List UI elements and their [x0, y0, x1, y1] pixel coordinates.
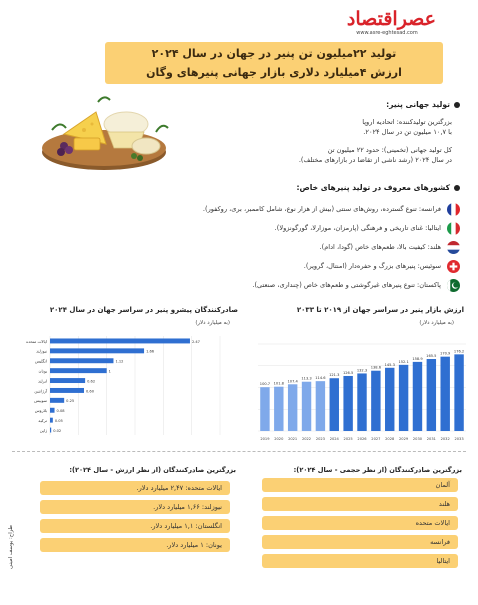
bar: [371, 371, 380, 431]
bar: [50, 398, 64, 403]
total-production: [192, 145, 452, 165]
data-label: 0.25: [66, 399, 75, 404]
y-tick-label: ژاپن: [39, 427, 47, 433]
data-label: 121.3: [329, 373, 340, 378]
largest-producer: [192, 117, 452, 137]
x-tick-label: 2028: [385, 437, 395, 441]
exporters-value-heading: بزرگترین صادرکنندگان (از نظر ارزش - سال ۲۰۲۴):: [69, 466, 236, 474]
data-label: 1: [108, 369, 111, 374]
section-divider: [12, 451, 466, 452]
list-item: [20, 219, 460, 238]
bar: [330, 378, 339, 431]
country-text: سوئیس: پنیرهای بزرگ و حفره‌دار (امنتال، گرویر).: [303, 262, 441, 270]
switzerland-flag-icon: [447, 260, 460, 273]
data-label: 0.02: [53, 428, 62, 433]
y-tick-label: یونان: [38, 368, 47, 374]
x-tick-label: 2019: [260, 437, 270, 441]
bar: [274, 387, 283, 431]
market-chart-unit: (به میلیارد دلار): [419, 320, 454, 326]
data-label: 152.1: [398, 359, 409, 364]
designer-credit: [5, 520, 17, 580]
data-label: 0.08: [56, 409, 65, 414]
x-tick-label: 2020: [274, 437, 284, 441]
list-item: آلمان: [262, 478, 458, 492]
bar: [260, 387, 269, 431]
largest-producer-label: بزرگترین تولیدکننده: اتحادیه اروپا: [362, 118, 452, 126]
cheese-board-illustration: [34, 72, 174, 182]
data-label: 1.66: [146, 349, 155, 354]
bar: [302, 382, 311, 431]
bar: [50, 368, 107, 373]
list-item: [20, 238, 460, 257]
x-tick-label: 2031: [426, 437, 436, 441]
list-item: ایالات متحده: [262, 516, 458, 530]
x-tick-label: 2030: [412, 437, 423, 441]
bar: [316, 381, 325, 431]
bar: [50, 388, 84, 393]
data-label: 145.3: [384, 362, 395, 367]
italy-flag-icon: [447, 222, 460, 235]
y-tick-label: سوییس: [34, 398, 47, 404]
title-line-1: تولید ۲۲میلیون تن پنیر در جهان در سال ۲۰۲۴: [151, 47, 397, 60]
bar: [50, 418, 53, 423]
x-tick-label: 2027: [371, 437, 381, 441]
market-chart-title: ارزش بازار پنیر در سراسر جهان از ۲۰۱۹ تا ۲۰۳۳: [296, 306, 464, 314]
pakistan-flag-icon: [447, 279, 460, 292]
bullet-dot-icon: [454, 185, 460, 191]
list-item: [20, 257, 460, 276]
bar: [50, 408, 55, 413]
x-tick-label: 2029: [399, 437, 409, 441]
bar: [50, 428, 51, 433]
bar: [357, 373, 366, 431]
bar: [50, 348, 144, 353]
list-item: هلند: [262, 497, 458, 511]
production-section: [192, 99, 460, 165]
total-production-note: در سال ۲۰۲۴ (رشد ناشی از تقاضا در بازارهای مختلف).: [298, 156, 452, 164]
designer-credit-text: طراح: یوسف امینی: [8, 525, 14, 569]
bar: [385, 368, 394, 431]
data-label: 113.3: [301, 376, 312, 381]
exporters-volume-heading: بزرگترین صادرکنندگان (از نظر حجمی - سال ۲۰۲۴):: [293, 466, 462, 474]
list-item: [20, 200, 460, 219]
x-tick-label: 2022: [301, 437, 312, 441]
y-tick-label: آرژانتین: [34, 388, 47, 394]
y-tick-label: ترکیه: [38, 418, 47, 424]
country-text: هلند: کیفیت بالا، طعم‌های خاص (گودا، ادام).: [319, 243, 441, 251]
data-label: 100.7: [259, 382, 271, 387]
list-item: یونان: ۱ میلیارد دلار.: [40, 538, 230, 552]
list-item: [20, 276, 460, 295]
data-label: 132.3: [356, 368, 368, 373]
list-item: ایتالیا: [262, 554, 458, 568]
y-tick-label: انگلیس: [34, 358, 47, 364]
y-tick-label: بلاروس: [34, 408, 47, 414]
list-item: ایالات متحده: ۲,۴۷ میلیارد دلار.: [40, 481, 230, 495]
y-tick-label: ایرلند: [38, 378, 47, 384]
x-tick-label: 2033: [454, 437, 464, 441]
x-tick-label: 2025: [343, 437, 353, 441]
data-label: 138.6: [370, 365, 382, 370]
brand-name: عصراقتصاد: [346, 8, 436, 30]
data-label: 126.5: [342, 370, 354, 375]
x-tick-label: 2021: [288, 437, 298, 441]
list-item: انگلستان: ۱,۱ میلیارد دلار.: [40, 519, 230, 533]
data-label: 107.4: [287, 379, 298, 384]
exporters-chart-unit: (به میلیارد دلار): [195, 320, 230, 326]
bar: [440, 357, 449, 431]
bar: [454, 354, 463, 431]
total-production-label: کل تولید جهانی (تخمینی): حدود ۲۲ میلیون تن: [327, 146, 452, 154]
data-label: 0.60: [86, 389, 95, 394]
exporters-chart: [16, 332, 238, 445]
famous-countries-heading: کشورهای معروف در تولید پنیرهای خاص:: [130, 183, 460, 192]
largest-producer-value: با ۱۰,۷ میلیون تن در سال ۲۰۲۴.: [363, 128, 452, 136]
france-flag-icon: [447, 203, 460, 216]
data-label: 1.12: [115, 359, 124, 364]
x-tick-label: 2023: [315, 437, 325, 441]
data-label: 176.2: [453, 349, 465, 354]
country-text: فرانسه: تنوع گسترده، روش‌های سنتی (بیش از هزار نوع، شامل کاممبر، بری، روکفور).: [202, 205, 441, 213]
data-label: 101.8: [273, 381, 284, 386]
data-label: 2.47: [191, 339, 200, 344]
bar: [399, 365, 408, 431]
bar: [50, 358, 113, 363]
bar: [50, 378, 85, 383]
title-line-2: ارزش ۴میلیارد دلاری بازار جهانی پنیرهای وگان: [146, 66, 402, 79]
brand-logo[interactable]: [338, 8, 436, 36]
market-value-chart: [250, 330, 470, 445]
y-tick-label: نیوزلند: [36, 348, 47, 354]
data-label: 114.6: [315, 376, 326, 381]
x-tick-label: 2026: [357, 437, 367, 441]
y-tick-label: ایالات متحده: [26, 338, 47, 344]
bullet-dot-icon: [454, 102, 460, 108]
x-tick-label: 2024: [329, 437, 339, 441]
x-tick-label: 2032: [440, 437, 450, 441]
data-label: 0.62: [87, 379, 96, 384]
bar: [413, 362, 422, 431]
list-item: نیوزلند: ۱,۶۶ میلیارد دلار.: [40, 500, 230, 514]
production-heading: تولید جهانی پنیر:: [192, 99, 460, 111]
data-label: 158.9: [412, 356, 423, 361]
list-item: فرانسه: [262, 535, 458, 549]
bar: [288, 384, 297, 431]
country-text: ایتالیا: غنای تاریخی و فرهنگی (پارمزان، موزارلا، گورگونزولا).: [274, 224, 441, 232]
bar: [427, 359, 436, 431]
country-text: پاکستان: تنوع پنیرهای غیرگوشتی و طعم‌های خاص (چنداری، صنعتی).: [252, 281, 441, 289]
data-label: 170.9: [440, 351, 451, 356]
data-label: 165.5: [426, 354, 437, 359]
netherlands-flag-icon: [447, 241, 460, 254]
bar: [50, 338, 190, 343]
exporters-chart-title: صادرکنندگان پیشرو پنیر در سراسر جهان در سال ۲۰۲۴: [49, 306, 238, 314]
data-label: 0.05: [54, 419, 63, 424]
brand-url: www.asre-eghtesad.com: [356, 30, 418, 36]
famous-countries-list: [20, 200, 460, 295]
bar: [343, 376, 352, 431]
